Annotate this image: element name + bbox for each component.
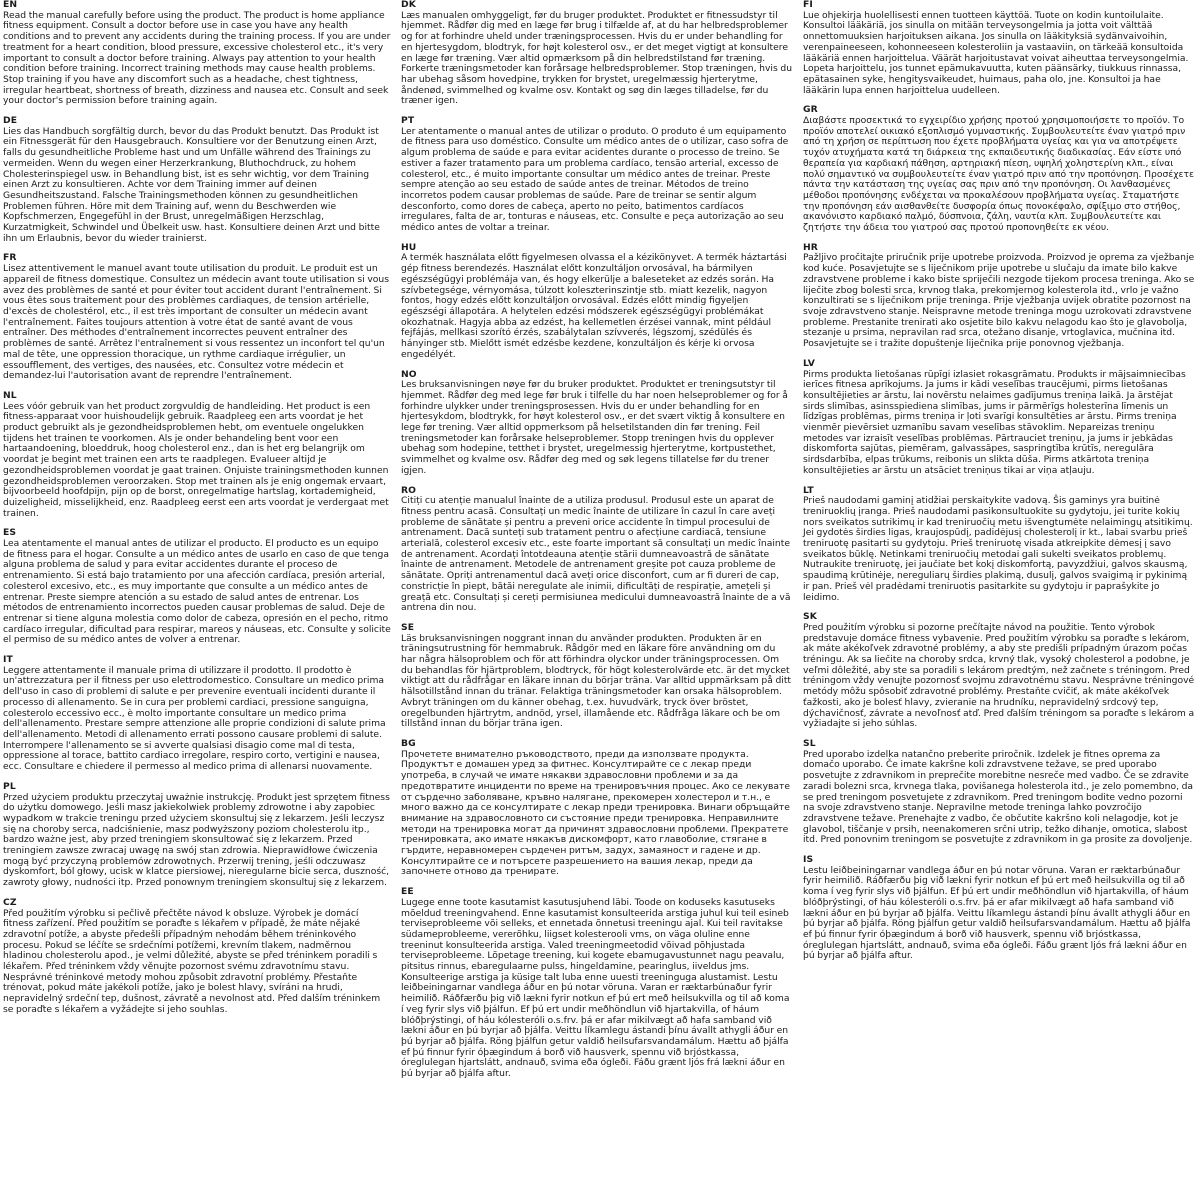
safety-warning-text: Prieš naudodami gaminį atidžiai perskaitykite vadovą. Šis gaminys yra buitinė treniruoklių įranga. Prieš naudodami pasikonsultuokite su gydytoju, jei turite kokių nors sveikatos sutrikimų ir kad treniruočių metu išvengtumėte nelaimingų atsitikimų. Jei gydotės širdies ligas, kraujospūdį, padidėjusį cholesterolį ir kt., labai svarbu prieš treniruotę pasitarti su gydytoju. Prieš treniruotę visada atkreipkite dėmesį į savo sveikatos būklę. Netinkami treniruočių metodai gali sukelti sveikatos problemų. Nutraukite treniruotę, jei jaučiate bet kokį diskomfortą, pavyzdžiui, galvos skausmą, spaudimą krūtinėje, nereguliarų širdies plakimą, dusulį, galvos svaigimą ir pykinimą ir pan. Prieš vėl pradėdami treniruotis pasitarkite su gydytoju ir paprašykite jo leidimo.	[803, 495, 1193, 603]
safety-warning-text: Διαβάστε προσεκτικά το εγχειρίδιο χρήσης προτού χρησιμοποιήσετε το προϊόν. Το προϊόν αποτελεί οικιακό εξοπλισμό γυμναστικής. Συμβουλευτείτε έναν γιατρό πριν από τη χρήση σε περίπτωση που έχετε προβλήματα υγείας και για να αποτρέψετε τυχόν ατυχήματα κατά τη διάρκεια της εκπαιδευτικής διαδικασίας. Εάν είστε υπό θεραπεία για καρδιακή πάθηση, αρτηριακή πίεση, υψηλή χοληστερίνη κλπ., είναι πολύ σημαντικό να συμβουλευτείτε έναν γιατρό πριν από την προπόνηση. Προσέχετε πάντα την κατάσταση της υγείας σας πριν από την προπόνηση. Οι λανθασμένες μέθοδοι προπόνησης ενδέχεται να προκαλέσουν προβλήματα υγείας. Σταματήστε την προπόνηση εάν αισθανθείτε δυσφορία όπως πονοκέφαλο, σφίξιμο στο στήθος, ακανόνιστο καρδιακό παλμό, δύσπνοια, ζάλη, ναυτία κλπ. Συμβουλευτείτε και ζητήστε την άδεια του γιατρού σας προτού προπονηθείτε εκ νέου.	[803, 115, 1195, 234]
language-section-hr	[803, 243, 1196, 350]
language-code: CZ	[3, 896, 17, 908]
safety-warning-text: Lugege enne toote kasutamist kasutusjuhend läbi. Toode on koduseks kasutuseks mõeldud treeningvahend. Enne kasutamist konsulteerida arstiga juhul kui teil esineb terviseprobleeme või selleks, et ennetada õnnetusi treeningu ajal. Kui teil ravitakse südameprobleeme, vererõhku, liigset kolesterooli vms, on väga oluline enne treeninut konsulteerida arstiga. Valed treeningmeetodid võivad põhjustada terviseprobleeme. Lõpetage treening, kui kogete ebamugavustunnet nagu peavalu, pitsitus rinnus, ebaregulaarne pulss, hingeldamine, pearinglus, iiveldus jms. Konsulteerige arstiga ja küsige talt luba enne uuesti treeninguga alustamist. Lestu leiðbeiningarnar vandlega áður en þú notar vöruna. Varan er ræktarbúnaður fyrir heimilið. Ráðfærðu þig við lækni fyrir notkun ef þú ert með heilsukvilla og til að koma í veg fyrir slys við þjálfun. Ef þú ert undir meðhöndlun við hjartakvilla, of háum blóðþrýstingi, of háu kólesteróli o.s.frv. þá er afar mikilvægt að hafa samband við lækni áður en þú byrjar að þjálfa. Veittu líkamlegu ástandi þínu ávallt athygli áður en þú byrjar að þjálfa. Röng þjálfun getur valdið heilsufarsvandamálum. Hættu að þjálfa ef þú finnur fyrir óþægindum á borð við hausverk, spennu við brjóstkassa, óreglulegan hjartslátt, andnauð, svima eða ógleði. Fáðu grænt ljós frá lækni áður en þú byrjar að þjálfa aftur.	[401, 896, 790, 1080]
safety-warning-text: Pirms produkta lietošanas rūpīgi izlasiet rokasgrāmatu. Produkts ir mājsaimniecības ierīces fitnesa aprīkojums. Ja jums ir kādi veselības traucējumi, pirms lietošanas konsultējieties ar ārstu, lai novērstu nelaimes gadījumus treniņa laikā. Ja ārstējat sirds slimības, asinsspiediena slimības, jums ir pārmērīgs holesterīna līmenis un līdzīgas problēmas, pirms treniņa ir ļoti svarīgi konsultēties ar ārstu. Pirms treniņa vienmēr pievērsiet uzmanību savam veselības stāvoklim. Nepareizas treniņu metodes var izraisīt veselības problēmas. Pārtrauciet treniņu, ja jums ir jebkādas diskomforta sajūtas, piemēram, galvassāpes, saspringtība krūtīs, neregulāra sirdsdarbība, elpas trūkums, reibonis un slikta dūša. Pirms atkārtota treniņa konsultējieties ar ārstu un atsāciet treniņus tikai ar viņa atļauju.	[803, 368, 1186, 476]
language-code: EN	[3, 0, 18, 10]
language-code: IS	[803, 854, 814, 866]
safety-warning-text: Lestu leiðbeiningarnar vandlega áður en þú notar vöruna. Varan er ræktarbúnaður fyrir heimilið. Ráðfærðu þig við lækni fyrir notkun ef þú ert með heilsukvilla og til að koma í veg fyrir slys við þjálfun. Ef þú ert undir meðhöndlun við hjartakvilla, of háum blóðþrýstingi, of háu kólesteróli o.s.frv. þá er afar mikilvægt að hafa samband við lækni áður en þú byrjar að þjálfa. Veittu líkamlegu ástandi þínu ávallt athygli áður en þú byrjar að þjálfa. Röng þjálfun getur valdið heilsufarsvandamálum. Hættu að þjálfa ef þú finnur fyrir óþægindum á borð við hausverk, spennu við brjóstkassa, óreglulegan hjartslátt, andnauð, svima eða ógleði. Fáðu grænt ljós frá lækni áður en þú byrjar að þjálfa aftur.	[803, 864, 1191, 962]
safety-warning-text: Lisez attentivement le manuel avant toute utilisation du produit. Le produit est un appareil de fitness domestique. Consultez un médecin avant toute utilisation si vous avez des problèmes de santé et pour éviter tout accident durant l'entraînement. Si vous êtes sous traitement pour des problèmes cardiaques, de tension artérielle, d'excès de cholestérol, etc., il est très important de consulter un médecin avant l'entraînement. Faites toujours attention à votre état de santé avant de vous entraîner. Des méthodes d'entraînement incorrectes peuvent entraîner des problèmes de santé. Arrêtez l'entraînement si vous ressentez un inconfort tel qu'un mal de tête, une oppression thoracique, un rythme cardiaque irrégulier, un essoufflement, des vertiges, des nausées, etc. Consultez votre médecin et demandez-lui l'autorisation avant de reprendre l'entraînement.	[3, 263, 390, 382]
language-code: PL	[3, 780, 16, 792]
language-code: BG	[401, 738, 416, 749]
language-section-hu	[401, 243, 793, 361]
language-section-fi	[803, 0, 1196, 96]
safety-warning-text: Ler atentamente o manual antes de utilizar o produto. O produto é um equipamento de fitness para uso doméstico. Consulte um médico antes de o utilizar, caso sofra de algum problema de saúde e para evitar acidentes durante o processo de treino. Se estiver a fazer tratamento para um problema cardíaco, tensão arterial, excesso de colesterol, etc., é muito importante consultar um médico antes de treinar. Preste sempre atenção ao seu estado de saúde antes de treinar. Métodos de treino incorretos podem causar problemas de saúde. Pare de treinar se sentir algum desconforto, como dores de cabeça, aperto no peito, batimentos cardíacos irregulares, falta de ar, tonturas e náuseas, etc. Consulte e peça autorização ao seu médico antes de voltar a treinar.	[401, 125, 789, 234]
language-section-bg	[401, 739, 793, 878]
language-section-sk	[803, 612, 1196, 730]
safety-warning-text: Citiți cu atenție manualul înainte de a utiliza produsul. Produsul este un aparat de fitness pentru acasă. Consultați un medic înainte de utilizare în cazul în care aveți probleme de sănătate și pentru a preveni orice accidente în timpul procesului de antrenament. Dacă sunteți sub tratament pentru o afecțiune cardiacă, tensiune arterială, colesterol excesiv etc., este foarte important să consultați un medic înainte de antrenament. Acordați întotdeauna atenție stării dumneavoastră de sănătate înainte de antrenament. Metodele de antrenament greșite pot cauza probleme de sănătate. Opriți antrenamentul dacă aveți orice disconfort, cum ar fi dureri de cap, constricție în piept, bătăi neregulate ale inimii, dificultăți de respirație, amețeli și greață etc. Consultați și cereți permisiunea medicului dumneavoastră înainte de a vă antrena din nou.	[401, 495, 791, 614]
language-section-ee	[401, 887, 793, 1080]
language-section-lv	[803, 359, 1196, 477]
safety-warning-text: Läs bruksanvisningen noggrant innan du använder produkten. Produkten är en träningsutrustning för hemmabruk. Rådgör med en läkare före användning om du har några hälsoproblem och för att förhindra olyckor under träningsprocessen. Om du behandlas för hjärtproblem, blodtryck, för högt kolesterolvärde etc. är det mycket viktigt att du rådfrågar en läkare innan du börjar träna. Var alltid uppmärksam på ditt hälsotillstånd innan du tränar. Felaktiga träningsmetoder kan orsaka hälsoproblem. Avbryt träningen om du känner obehag, t.ex. huvudvärk, tryck över bröstet, oregelbunden hjärtrytm, andnöd, yrsel, illamående etc. Rådfråga läkare och be om tillstånd innan du börjar träna igen.	[401, 632, 792, 730]
language-section-pt	[401, 116, 793, 234]
safety-warning-text: Прочетете внимателно ръководството, преди да използвате продукта. Продуктът е домашен уред за фитнес. Консултирайте се с лекар преди употреба, в случай че имате някакви здравословни проблеми и за да предотвратите инциденти по време на тренировъчния процес. Ако се лекувате от сърдечно заболяване, кръвно налягане, прекомерен холестерол и т.н., е много важно да се консултирате с лекар преди тренировка. Винаги обръщайте внимание на здравословното си състояние преди тренировка. Неправилните методи на тренировка могат да причинят здравословни проблеми. Прекратете тренировката, ако имате някакъв дискомфорт, като главоболие, стягане в гърдите, неравномерен сърдечен ритъм, задух, замаяност и гадене и др. Консултирайте се и потърсете разрешението на вашия лекар, преди да започнете отново да тренирате.	[401, 748, 791, 878]
safety-warning-text: Læs manualen omhyggeligt, før du bruger produktet. Produktet er fitnessudstyr til hjemmet. Rådfør dig med en læge før brug i tilfælde af, at du har helbredsproblemer og for at forhindre uheld under træningsprocessen. Hvis du er under behandling for en hjertesygdom, blodtryk, for højt kolesterol osv., er det meget vigtigt at konsultere en læge før træning. Vær altid opmærksom på din helbredstilstand før træning. Forkerte træningsmetoder kan forårsage helbredsproblemer. Stop træningen, hvis du har ubehag såsom hovedpine, trykken for brystet, uregelmæssig hjerterytme, åndenød, svimmelhed og kvalme osv. Kontakt og søg din læges tilladelse, før du træner igen.	[401, 9, 793, 107]
language-section-gr	[803, 105, 1196, 233]
language-code: ES	[3, 527, 17, 539]
language-section-ro	[401, 486, 793, 614]
safety-warning-text: Pred použitím výrobku si pozorne prečítajte návod na použitie. Tento výrobok predstavuje domáce fitness vybavenie. Pred použitím výrobku sa poraďte s lekárom, ak máte akékoľvek zdravotné problémy, a aby ste predišli prípadným úrazom počas tréningu. Ak sa liečite na choroby srdca, krvný tlak, vysoký cholesterol a podobne, je veľmi dôležité, aby ste sa poradili s lekárom predtým, než začnete s tréningom. Pred tréningom vždy venujte pozornosť svojmu zdravotnému stavu. Nesprávne tréningové metódy môžu spôsobiť zdravotné problémy. Prestaňte cvičiť, ak máte akékoľvek ťažkosti, ako je bolesť hlavy, zvieranie na hrudníku, nepravidelný srdcový tep, dýchavičnosť, závrate a nevoľnosť atď. Pred ďalším tréningom sa poraďte s lekárom a vyžiadajte si jeho súhlas.	[803, 621, 1195, 730]
safety-warning-text: A termék használata előtt figyelmesen olvassa el a kézikönyvet. A termék háztartási gép fitness berendezés. Használat előtt konzultáljon orvosával, ha bármilyen egészségügyi problémája van, és hogy elkerülje a baleseteket az edzés során. Ha szívbetegsége, vérnyomása, túlzott koleszterinszintje stb. miatt kezelik, nagyon fontos, hogy edzés előtt konzultáljon orvosával. Edzés előtt mindig figyeljen egészségi állapotára. A helytelen edzési módszerek egészségügyi problémákat okozhatnak. Hagyja abba az edzést, ha kellemetlen érzései vannak, mint például fejfájás, mellkasi szorító érzés, szabálytalan szívverés, légszomj, szédülés és hányinger stb. Mielőtt ismét edzésbe kezdene, konzultáljon és kérje ki orvosa engedélyét.	[401, 252, 787, 360]
language-code: EE	[401, 886, 414, 898]
language-code: LT	[803, 484, 814, 496]
safety-warning-text: Pažljivo pročitajte priručnik prije upotrebe proizvoda. Proizvod je oprema za vježbanje kod kuće. Posavjetujte se s liječnikom prije upotrebe u slučaju da imate bilo kakve zdravstvene probleme i kako biste spriječili nezgode tijekom procesa treninga. Ako se liječite zbog bolesti srca, krvnog tlaka, prekomjernog kolesterola itd., vrlo je važno konzultirati se s liječnikom prije treninga. Prije vježbanja uvijek obratite pozornost na svoje zdravstveno stanje. Neispravne metode treninga mogu uzrokovati zdravstvene probleme. Prestanite trenirati ako osjetite bilo kakvu nelagodu kao što je glavobolja, stezanje u prsima, nepravilan rad srca, otežano disanje, vrtoglavica, mučnina itd. Posavjetujte se i tražite dopuštenje liječnika prije ponovnog vježbanja.	[803, 252, 1195, 350]
language-code: SK	[803, 611, 817, 623]
column-middle	[395, 0, 797, 1186]
language-section-lt	[803, 486, 1196, 604]
language-section-it	[3, 655, 391, 773]
language-code: SL	[803, 738, 816, 749]
language-code: NL	[3, 389, 17, 401]
safety-warning-text: Lea atentamente el manual antes de utilizar el producto. El producto es un equipo de fitness para el hogar. Consulte a un médico antes de usarlo en caso de que tenga alguna problema de salud y para evitar accidentes durante el proceso de entrenamiento. Si está bajo tratamiento por una afección cardíaca, presión arterial, colesterol excesivo, etc., es muy importante que consulte a un médico antes de entrenar. Preste siempre atención a su estado de salud antes de entrenar. Los métodos de entrenamiento incorrectos pueden causar problemas de salud. Deje de entrenar si tiene alguna molestia como dolor de cabeza, opresión en el pecho, ritmo cardíaco irregular, dificultad para respirar, mareos y náuseas, etc. Consulte y solicite el permiso de su médico antes de volver a entrenar.	[3, 538, 391, 646]
language-section-se	[401, 623, 793, 730]
language-section-no	[401, 370, 793, 477]
language-code: DE	[3, 115, 18, 127]
language-code: FR	[3, 252, 17, 264]
language-section-en	[3, 0, 391, 107]
safety-warning-text: Read the manual carefully before using the product. The product is home appliance fitness equipment. Consult a doctor before use in case you have any health conditions and to prevent any accidents during the training process. If you are under treatment for a heart condition, blood pressure, excessive cholesterol etc., it's very important to consult a doctor before training. Always pay attention to your health condition before training. Incorrect training methods may cause health problems. Stop training if you have any discomfort such as a headache, chest tightness, irregular heartbeat, shortness of breath, dizziness and nausea etc. Consult and seek your doctor's permission before training again.	[3, 9, 391, 107]
language-code: HR	[803, 241, 818, 253]
language-section-nl	[3, 391, 391, 519]
language-section-dk	[401, 0, 793, 107]
safety-warning-text: Przed użyciem produktu przeczytaj uważnie instrukcję. Produkt jest sprzętem fitness do użytku domowego. Jeśli masz jakiekolwiek problemy zdrowotne i aby zapobiec wypadkom w trakcie treningu przed użyciem skonsultuj się z lekarzem. Jeśli leczysz się na choroby serca, nadciśnienie, masz podwyższony poziom cholesterolu itp., bardzo ważne jest, aby przed treningiem skonsultować się z lekarzem. Przed treningiem zawsze zwracaj uwagę na swój stan zdrowia. Nieprawidłowe ćwiczenia mogą być przyczyną problemów zdrowotnych. Przerwij trening, jeśli odczuwasz dyskomfort, ból głowy, ucisk w klatce piersiowej, nieregularne bicie serca, duszność, zawroty głowy, nudności itp. Przed ponownym treningiem skonsultuj się z lekarzem.	[3, 791, 390, 889]
language-code: DK	[401, 0, 416, 10]
safety-warning-text: Lue ohjekirja huolellisesti ennen tuotteen käyttöä. Tuote on kodin kuntoilulaite. Konsultoi lääkäriä, jos sinulla on mitään terveysongelmia ja jotta voit välttää onnettomuuksien harjoituksen aikana. Jos sinulla on lääkityksiä sydänvaivoihin, verenpaineeseen, kohonneeseen kolesteroliin ja vastaaviin, on tärkeää konsultoida lääkäriä ennen harjoittelua. Väärät harjoitustavat voivat aiheuttaa terveysongelmia. Lopeta harjoittelu, jos tunnet epämukavuutta, kuten päänsärky, tiukkuus rinnassa, epätasainen syke, hengitysvaikeudet, huimaus, paha olo, jne. Konsultoi ja hae lääkärin lupa ennen harjoittelua uudelleen.	[803, 9, 1189, 96]
language-code: NO	[401, 368, 417, 380]
language-section-is	[803, 855, 1196, 962]
language-code: LV	[803, 357, 815, 369]
safety-warning-text: Pred uporabo izdelka natančno preberite priročnik. Izdelek je fitnes oprema za domačo uporabo. Če imate kakršne koli zdravstvene težave, se pred uporabo posvetujte z zdravnikom in preprečite morebitne nesreče med vadbo. Če se zdravite zaradi bolezni srca, krvnega tlaka, povišanega holesterola itd., je zelo pomembno, da se pred treningom posvetujete z zdravnikom. Pred treningom bodite vedno pozorni na svoje zdravstveno stanje. Nepravilne metode treninga lahko povzročijo zdravstvene težave. Prenehajte z vadbo, če občutite kakršno koli nelagodje, kot je glavobol, tiščanje v prsih, neenakomeren srčni utrip, težko dihanje, omotica, slabost itd. Pred ponovnim treningom se posvetujte z zdravnikom in ga prosite za dovoljenje.	[803, 748, 1194, 846]
safety-warning-text: Leggere attentamente il manuale prima di utilizzare il prodotto. Il prodotto è un'attrezzatura per il fitness per uso elettrodomestico. Consultare un medico prima dell'uso in caso di problemi di salute e per prevenire eventuali incidenti durante il processo di allenamento. Se in cura per problemi cardiaci, pressione sanguigna, colesterolo eccessivo ecc., è molto importante consultare un medico prima dell'allenamento. Prestare sempre attenzione alle proprie condizioni di salute prima dell'allenamento. Metodi di allenamento errati possono causare problemi di salute. Interrompere l'allenamento se si avverte qualsiasi disagio come mal di testa, oppressione al torace, battito cardiaco irregolare, respiro corto, vertigini e nausea, ecc. Consultare e chiedere il permesso al medico prima di allenarsi nuovamente.	[3, 664, 386, 773]
language-code: RO	[401, 484, 417, 496]
language-section-es	[3, 528, 391, 646]
language-section-pl	[3, 782, 391, 889]
language-section-de	[3, 116, 391, 244]
language-code: HU	[401, 241, 417, 253]
language-code: PT	[401, 115, 415, 127]
language-code: SE	[401, 621, 415, 633]
safety-warning-text: Před použitím výrobku si pečlivě přečtěte návod k obsluze. Výrobek je domácí fitness zařízení. Před použitím se poraďte s lékařem v případě, že máte nějaké zdravotní potíže, a abyste předešli případným nehodám během tréninkového procesu. Pokud se léčíte se srdečními potížemi, krevním tlakem, nadměrnou hladinou cholesterolu apod., je velmi důležité, abyste se před tréninkem poradili s lékařem. Před tréninkem vždy věnujte pozornost svému zdravotnímu stavu. Nesprávné tréninkové metody mohou způsobit zdravotní problémy. Přestaňte trénovat, pokud máte jakékoli potíže, jako je bolest hlavy, svíráni na hrudi, nepravidelný srdeční tep, dušnost, závratě a nevolnost atd. Před dalším tréninkem se poraďte s lékařem a vyžádejte si jeho souhlas.	[3, 907, 381, 1015]
language-section-sl	[803, 739, 1196, 846]
safety-warning-text: Les bruksanvisningen nøye før du bruker produktet. Produktet er treningsutstyr til hjemmet. Rådfør deg med lege før bruk i tilfelle du har noen helseproblemer og for å forhindre ulykker under treningsprosessen. Hvis du er under behandling for en hjertesykdom, blodtrykk, for høyt kolesterol osv., er det svært viktig å konsultere en lege før trening. Vær alltid oppmerksom på helsetilstanden din før trening. Feil treningsmetoder kan forårsake helseproblemer. Stopp treningen hvis du opplever ubehag som hodepine, tetthet i brystet, uregelmessig hjerterytme, kortpustethet, svimmelhet og kvalme osv. Rådfør deg med og søk legens tillatelse før du trener igjen.	[401, 379, 788, 476]
language-section-fr	[3, 253, 391, 381]
column-right	[797, 0, 1200, 1186]
safety-warning-text: Lees vóór gebruik van het product zorgvuldig de handleiding. Het product is een fitness-apparaat voor huishoudelijk gebruik. Raadpleeg een arts voordat je het product gebruikt als je gezondheidsproblemen hebt, om eventuele ongelukken tijdens het trainen te voorkomen. Als je onder behandeling bent voor een hartaandoening, bloeddruk, hoog cholesterol enz., dan is het erg belangrijk om voordat je begint met trainen een arts te raadplegen. Evalueer altijd je gezondheidsproblemen voordat je gaat trainen. Onjuiste trainingsmethoden kunnen gezondheidsproblemen veroorzaken. Stop met trainen als je enig ongemak ervaart, bijvoorbeeld hoofdpijn, pijn op de borst, onregelmatige hartslag, kortademigheid, duizeligheid, misselijkheid, enz. Raadpleeg eerst een arts voordat je verdergaat met trainen.	[3, 400, 389, 519]
language-code: FI	[803, 0, 813, 10]
safety-warning-text: Lies das Handbuch sorgfältig durch, bevor du das Produkt benutzt. Das Produkt ist ein Fitnessgerät für den Hausgebrauch. Konsultiere vor der Benutzung einen Arzt, falls du gesundheitliche Probleme hast und um Unfälle während des Trainings zu vermeiden. Wenn du wegen einer Herzerkrankung, Bluthochdruck, zu hohem Cholesterinspiegel usw. in Behandlung bist, ist es sehr wichtig, vor dem Training einen Arzt zu konsultieren. Achte vor dem Training immer auf deinen Gesundheitszustand. Falsche Trainingsmethoden können zu gesundheitlichen Problemen führen. Höre mit dem Training auf, wenn du Beschwerden wie Kopfschmerzen, Engegefühl in der Brust, unregelmäßigen Herzschlag, Kurzatmigkeit, Schwindel und Übelkeit usw. hast. Konsultiere deinen Arzt und bitte ihn um Erlaubnis, bevor du wieder trainierst.	[3, 125, 380, 244]
language-code: IT	[3, 654, 13, 666]
language-code: GR	[803, 104, 818, 116]
language-section-cz	[3, 898, 391, 1016]
column-left	[0, 0, 395, 1186]
